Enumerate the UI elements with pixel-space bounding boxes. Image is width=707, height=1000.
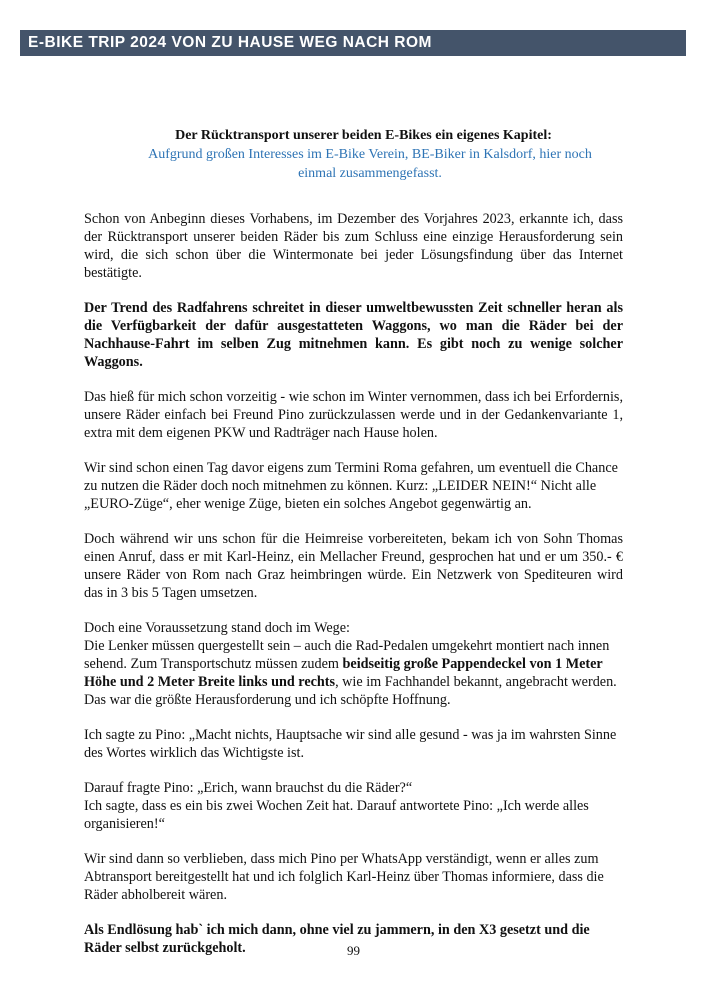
paragraph-7: Ich sagte zu Pino: „Macht nichts, Hauptsache wir sind alle gesund - was ja im wahrsten Sinne des Wortes wirklich das Wichtigste ist. [84, 727, 617, 761]
page-number: 99 [347, 943, 360, 958]
paragraph-5: Doch während wir uns schon für die Heimreise vorbereiteten, bekam ich von Sohn Thomas einen Anruf, dass er mit Karl-Heinz, ein Mellacher Freund, gesprochen hat und er um 350.- € unsere Räder von Rom nach Graz heimbringen würde. Ein Netzwerk von Spediteuren wird das in 3 bis 5 Tagen umsetzen. [84, 531, 623, 601]
intro-title: Der Rücktransport unserer beiden E-Bikes ein eigenes Kapitel: [175, 128, 552, 143]
body-text [84, 210, 623, 974]
paragraph-8-line-2: Ich sagte, dass es ein bis zwei Wochen Zeit hat. Darauf antwortete Pino: „Ich werde alles organisieren!“ [84, 798, 589, 832]
intro-subtitle: Aufgrund großen Interesses im E-Bike Verein, BE-Biker in Kalsdorf, hier noch einmal zusammengefasst. [148, 147, 592, 181]
paragraph-6-text-b: , wie im Fachhandel bekannt, angebracht werden. [335, 674, 617, 690]
header-title: E-BIKE TRIP 2024 VON ZU HAUSE WEG NACH ROM [28, 34, 432, 51]
paragraph-2: Der Trend des Radfahrens schreitet in dieser umweltbewussten Zeit schneller heran als die Verfügbarkeit der dafür ausgestatteten Waggons, wo man die Räder bei der Nachhause-Fahrt im selben Zug mitnehmen kann. Es gibt noch zu wenige solcher Waggons. [84, 300, 623, 370]
paragraph-4: Wir sind schon einen Tag davor eigens zum Termini Roma gefahren, um eventuell die Chance zu nutzen die Räder doch noch mitnehmen zu können. Kurz: „LEIDER NEIN!“ Nicht alle „EURO-Züge“, eher wenige Züge, bieten ein solches Angebot gegenwärtig an. [84, 460, 618, 512]
header-bar [20, 30, 686, 56]
paragraph-6 [84, 619, 623, 709]
paragraph-6-line-1: Doch eine Voraussetzung stand doch im Wege: [84, 620, 350, 636]
paragraph-6-text-a: Die Lenker müssen quergestellt sein – auch die Rad-Pedalen umgekehrt montiert nach innen sehend. Zum Transportschutz müssen zudem [84, 638, 610, 672]
paragraph-1: Schon von Anbeginn dieses Vorhabens, im Dezember des Vorjahres 2023, erkannte ich, dass der Rücktransport unserer beiden Räder bis zum Schluss eine einzige Herausforderung sein wird, die sich schon über die Wintermonate bei jeder Lösungsfindung über das Internet bestätigte. [84, 211, 623, 281]
paragraph-8 [84, 779, 623, 833]
paragraph-6-line-end: Das war die größte Herausforderung und ich schöpfte Hoffnung. [84, 692, 451, 708]
paragraph-10: Als Endlösung hab` ich mich dann, ohne viel zu jammern, in den X3 gesetzt und die Räder selbst zurückgeholt. [84, 922, 590, 956]
paragraph-6-bold: beidseitig große Pappendeckel von 1 Meter Höhe und 2 Meter Breite links und rechts [84, 656, 603, 690]
paragraph-9: Wir sind dann so verblieben, dass mich Pino per WhatsApp verständigt, wenn er alles zum Abtransport bereitgestellt hat und ich folglich Karl-Heinz über Thomas informiere, dass die Räder abholbereit wären. [84, 851, 604, 903]
paragraph-3: Das hieß für mich schon vorzeitig - wie schon im Winter vernommen, dass ich bei Erfordernis, unsere Räder einfach bei Freund Pino zurückzulassen werde und in der Gedankenvariante 1, extra mit dem eigenen PKW und Radträger nach Hause holen. [84, 389, 623, 441]
paragraph-8-line-1: Darauf fragte Pino: „Erich, wann brauchst du die Räder?“ [84, 780, 413, 796]
